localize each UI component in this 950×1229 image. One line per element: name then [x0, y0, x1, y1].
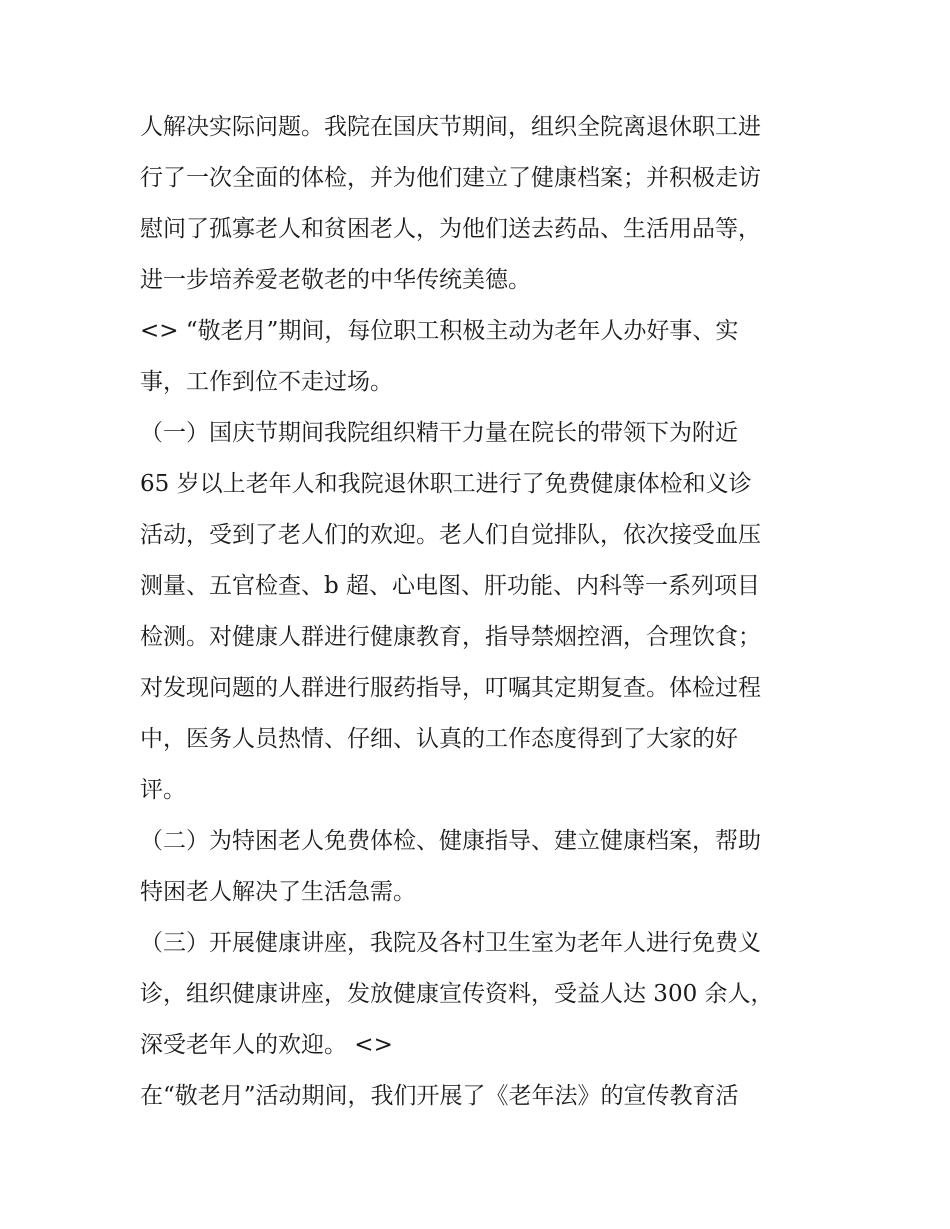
text-line: 在“敬老月”活动期间，我们开展了《老年法》的宣传教育活: [140, 1083, 739, 1109]
text-line: 特困老人解决了生活急需。: [140, 879, 416, 905]
text-line: 对发现问题的人群进行服药指导，叮嘱其定期复查。体检过程: [140, 675, 761, 701]
text-line: 中，医务人员热情、仔细、认真的工作态度得到了大家的好: [140, 726, 738, 752]
document-body: [140, 102, 820, 1122]
text-line: 行了一次全面的体检，并为他们建立了健康档案；并积极走访: [140, 165, 761, 191]
text-line: <> “敬老月”期间，每位职工积极主动为老年人办好事、实: [140, 318, 739, 344]
text-line: （二）为特困老人免费体检、健康指导、建立健康档案，帮助: [140, 828, 761, 854]
text-line: 慰问了孤寡老人和贫困老人，为他们送去药品、生活用品等，: [140, 216, 761, 242]
text-line: （三）开展健康讲座，我院及各村卫生室为老年人进行免费义: [140, 930, 761, 956]
text-line: 事，工作到位不走过场。: [140, 369, 393, 395]
text-line: 检测。对健康人群进行健康教育，指导禁烟控酒，合理饮食；: [140, 624, 761, 650]
text-line: （一）国庆节期间我院组织精干力量在院长的带领下为附近: [140, 420, 738, 446]
text-line: 活动，受到了老人们的欢迎。老人们自觉排队，依次接受血压: [140, 522, 761, 548]
text-line: 诊，组织健康讲座，发放健康宣传资料，受益人达 300 余人，: [140, 981, 774, 1007]
text-line: 深受老年人的欢迎。 <>: [140, 1032, 393, 1058]
text-line: 测量、五官检查、b 超、心电图、肝功能、内科等一系列项目: [140, 573, 761, 599]
text-line: 65 岁以上老年人和我院退休职工进行了免费健康体检和义诊: [140, 471, 752, 497]
text-line: 人解决实际问题。我院在国庆节期间，组织全院离退休职工进: [140, 114, 761, 140]
text-line: 评。: [140, 777, 186, 803]
text-line: 进一步培养爱老敬老的中华传统美德。: [140, 267, 531, 293]
